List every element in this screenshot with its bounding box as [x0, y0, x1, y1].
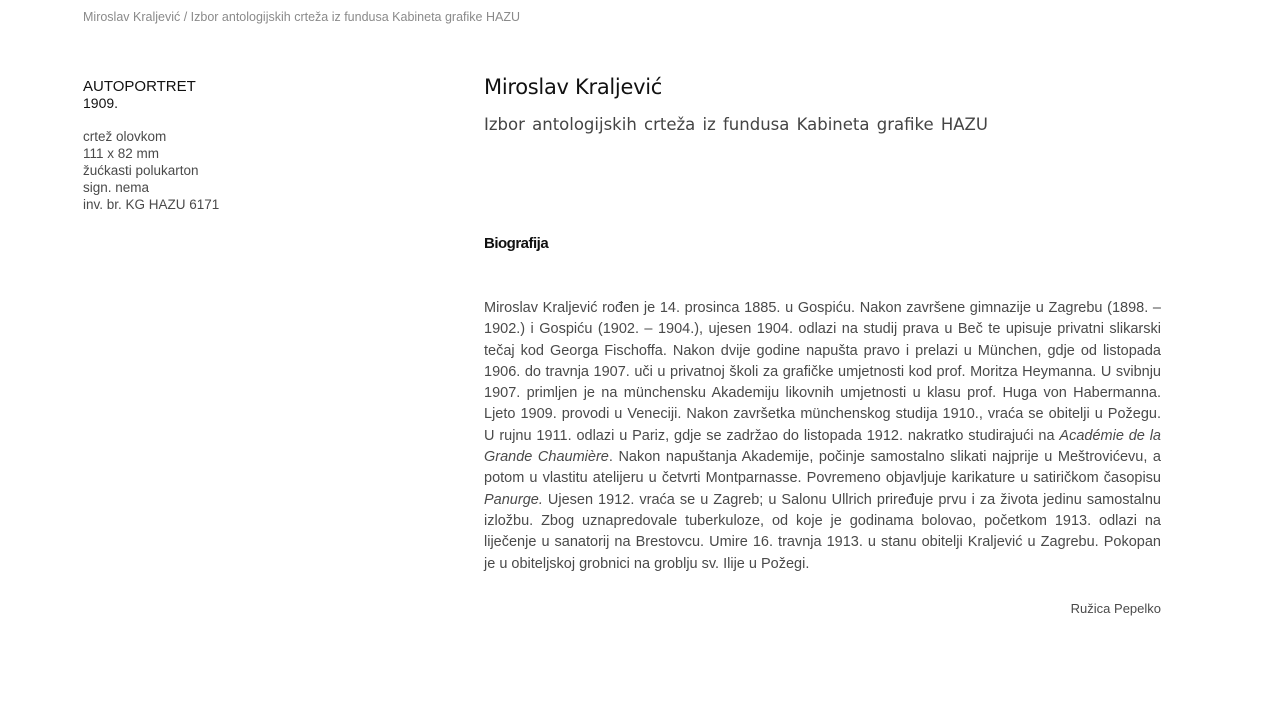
- biography-text-part-3: Ujesen 1912. vraća se u Zagreb; u Salonu Ullrich priređuje prvu i za života jedinu samostalnu izložbu. Zbog uznapredovale tuberkuloze, od koje je godinama bolovao, početkom 1913. odlazi na liječenje u sanatorij na Brestovcu. Umire 16. travnja 1913. u stanu obitelji Kraljević u Zagrebu. Pokopan je u obiteljskoj grobnici na groblju sv. Ilije u Požegi.: [484, 491, 1161, 572]
- artwork-details: [83, 128, 383, 213]
- biography-italic-panurge: Panurge.: [484, 491, 543, 508]
- artwork-technique: crtež olovkom: [83, 129, 167, 144]
- artwork-title: AUTOPORTRET: [83, 78, 196, 95]
- biography-text-part-1: Miroslav Kraljević rođen je 14. prosinca 1885. u Gospiću. Nakon završene gimnazije u Zagrebu (1898. – 1902.) i Gospiću (1902. – 1904.), ujesen 1904. odlazi na studij prava u Beč te upisuje privatni slikarski tečaj kod Georga Fischoffa. Nakon dvije godine napušta pravo i prelazi u München, gdje od listopada 1906. do travnja 1907. uči u privatnoj školi za grafičke umjetnosti kod prof. Moritza Heymanna. U svibnju 1907. primljen je na münchensku Akademiju likovnih umjetnosti u klasu prof. Huga von Habermanna. Ljeto 1909. provodi u Veneciji. Nakon završetka münchenskog studija 1910., vraća se obitelji u Požegu. U rujnu 1911. odlazi u Pariz, gdje se zadržao do listopada 1912. nakratko studirajući na: [484, 300, 1161, 444]
- page-title: Miroslav Kraljević: [484, 75, 662, 99]
- biography-italic-academie: Académie de la Grande Chaumière: [484, 427, 1161, 466]
- artwork-year: 1909.: [83, 95, 119, 111]
- breadcrumb[interactable]: Miroslav Kraljević / Izbor antologijskih crteža iz fundusa Kabineta grafike HAZU: [83, 10, 520, 24]
- artwork-dimensions: 111 x 82 mm: [83, 146, 160, 161]
- artwork-inventory-number: inv. br. KG HAZU 6171: [83, 197, 220, 212]
- biography-text: [484, 298, 1161, 575]
- artwork-info: [83, 78, 383, 213]
- biography-text-part-2: . Nakon napuštanja Akademije, počinje samostalno slikati najprije u Meštrovićevu, a potom u vlastitu atelijeru u četvrti Montparnasse. Povremeno objavljuje karikature u satiričkom časopisu: [484, 449, 1161, 487]
- main-header: [484, 72, 1161, 136]
- page-subtitle: Izbor antologijskih crteža iz fundusa Kabineta grafike HAZU: [484, 115, 988, 134]
- artwork-support: žućkasti polukarton: [83, 163, 199, 178]
- biography-heading: Biografija: [484, 235, 549, 252]
- biography-author: Ružica Pepelko: [1070, 601, 1161, 616]
- artwork-signature: sign. nema: [83, 180, 150, 195]
